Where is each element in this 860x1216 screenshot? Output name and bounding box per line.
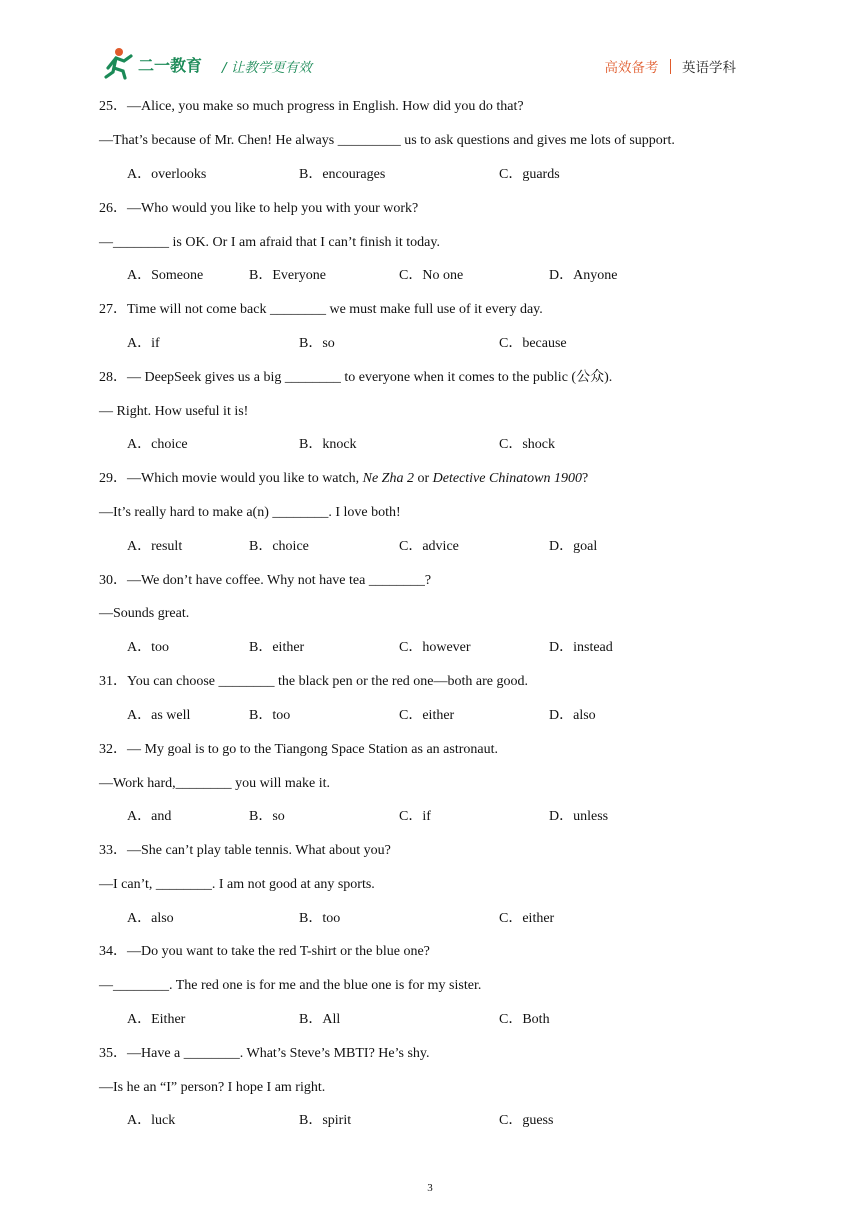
option-c: C．if — [399, 809, 431, 824]
option-a: A．as well — [127, 708, 191, 723]
option-d: D．instead — [549, 640, 613, 655]
option-b: B．so — [249, 809, 285, 824]
option-d: D．also — [549, 708, 596, 723]
option-b: B．too — [299, 911, 341, 926]
question-stem: —That’s because of Mr. Chen! He always _________ us to ask questions and gives me lots of support. — [99, 133, 675, 148]
option-b: B．either — [249, 640, 305, 655]
question-stem: 29．—Which movie would you like to watch, Ne Zha 2 or Detective Chinatown 1900? — [99, 471, 589, 486]
option-b: B．so — [299, 336, 335, 351]
question-stem: 25．—Alice, you make so much progress in English. How did you do that? — [99, 99, 524, 114]
option-c: C．shock — [499, 437, 555, 452]
header-tags — [605, 56, 737, 76]
question-stem: 28．— DeepSeek gives us a big ________ to everyone when it comes to the public (公众). — [99, 370, 613, 385]
question-stem: 31．You can choose ________ the black pen or the red one—both are good. — [99, 674, 528, 689]
movie-title: Detective Chinatown 1900 — [432, 471, 582, 486]
question-stem: —Sounds great. — [99, 606, 190, 621]
option-c: C．guess — [499, 1113, 554, 1128]
option-d: D．goal — [549, 539, 598, 554]
tag-exam-prep: 高效备考 — [604, 60, 659, 76]
option-d: D．unless — [549, 809, 609, 824]
option-b: B．too — [249, 708, 291, 723]
option-a: A．also — [127, 911, 174, 926]
question-stem: 27．Time will not come back ________ we must make full use of it every day. — [99, 302, 543, 317]
option-b: B．choice — [249, 539, 309, 554]
option-c: C．Both — [499, 1012, 550, 1027]
page-header — [0, 0, 860, 90]
option-b: B．knock — [299, 437, 357, 452]
option-c: C．either — [399, 708, 455, 723]
option-a: A．and — [127, 809, 172, 824]
option-a: A．overlooks — [127, 167, 207, 182]
option-b: B．spirit — [299, 1113, 352, 1128]
page-number: 3 — [427, 1182, 433, 1194]
option-a: A．Either — [127, 1012, 186, 1027]
option-d: D．Anyone — [549, 268, 618, 283]
question-stem: 30．—We don’t have coffee. Why not have tea ________? — [99, 573, 432, 588]
question-stem: 33．—She can’t play table tennis. What about you? — [99, 843, 391, 858]
option-c: C．however — [399, 640, 471, 655]
option-c: C．guards — [499, 167, 560, 182]
option-a: A．too — [127, 640, 169, 655]
option-b: B．All — [299, 1012, 341, 1027]
option-a: A．if — [127, 336, 160, 351]
slogan: / 让教学更有效 — [222, 60, 312, 76]
logo-icon — [104, 46, 216, 80]
option-b: B．Everyone — [249, 268, 326, 283]
question-stem: 32．— My goal is to go to the Tiangong Space Station as an astronaut. — [99, 742, 498, 757]
option-a: A．luck — [127, 1113, 176, 1128]
header-divider — [670, 59, 672, 74]
question-stem: —Work hard,________ you will make it. — [99, 776, 331, 791]
option-c: C．either — [499, 911, 555, 926]
movie-title: Ne Zha 2 — [362, 471, 414, 486]
option-a: A．Someone — [127, 268, 204, 283]
option-c: C．advice — [399, 539, 459, 554]
option-a: A．choice — [127, 437, 188, 452]
logo-text: 二一教育 — [138, 56, 203, 75]
tag-subject: 英语学科 — [682, 60, 736, 76]
option-c: C．because — [499, 336, 567, 351]
question-stem: 26．—Who would you like to help you with your work? — [99, 201, 419, 216]
option-a: A．result — [127, 539, 183, 554]
option-b: B．encourages — [299, 167, 386, 182]
question-stem: 35．—Have a ________. What’s Steve’s MBTI? He’s shy. — [99, 1046, 430, 1061]
question-stem: —________ is OK. Or I am afraid that I can’t finish it today. — [99, 235, 440, 250]
question-stem: —It’s really hard to make a(n) ________. I love both! — [99, 505, 401, 520]
question-stem: —________. The red one is for me and the blue one is for my sister. — [99, 978, 482, 993]
question-stem: — Right. How useful it is! — [99, 404, 249, 419]
question-stem: 34．—Do you want to take the red T-shirt or the blue one? — [99, 944, 430, 959]
question-stem: —Is he an “I” person? I hope I am right. — [99, 1080, 326, 1095]
option-c: C．No one — [399, 268, 464, 283]
question-stem: —I can’t, ________. I am not good at any sports. — [99, 877, 375, 892]
